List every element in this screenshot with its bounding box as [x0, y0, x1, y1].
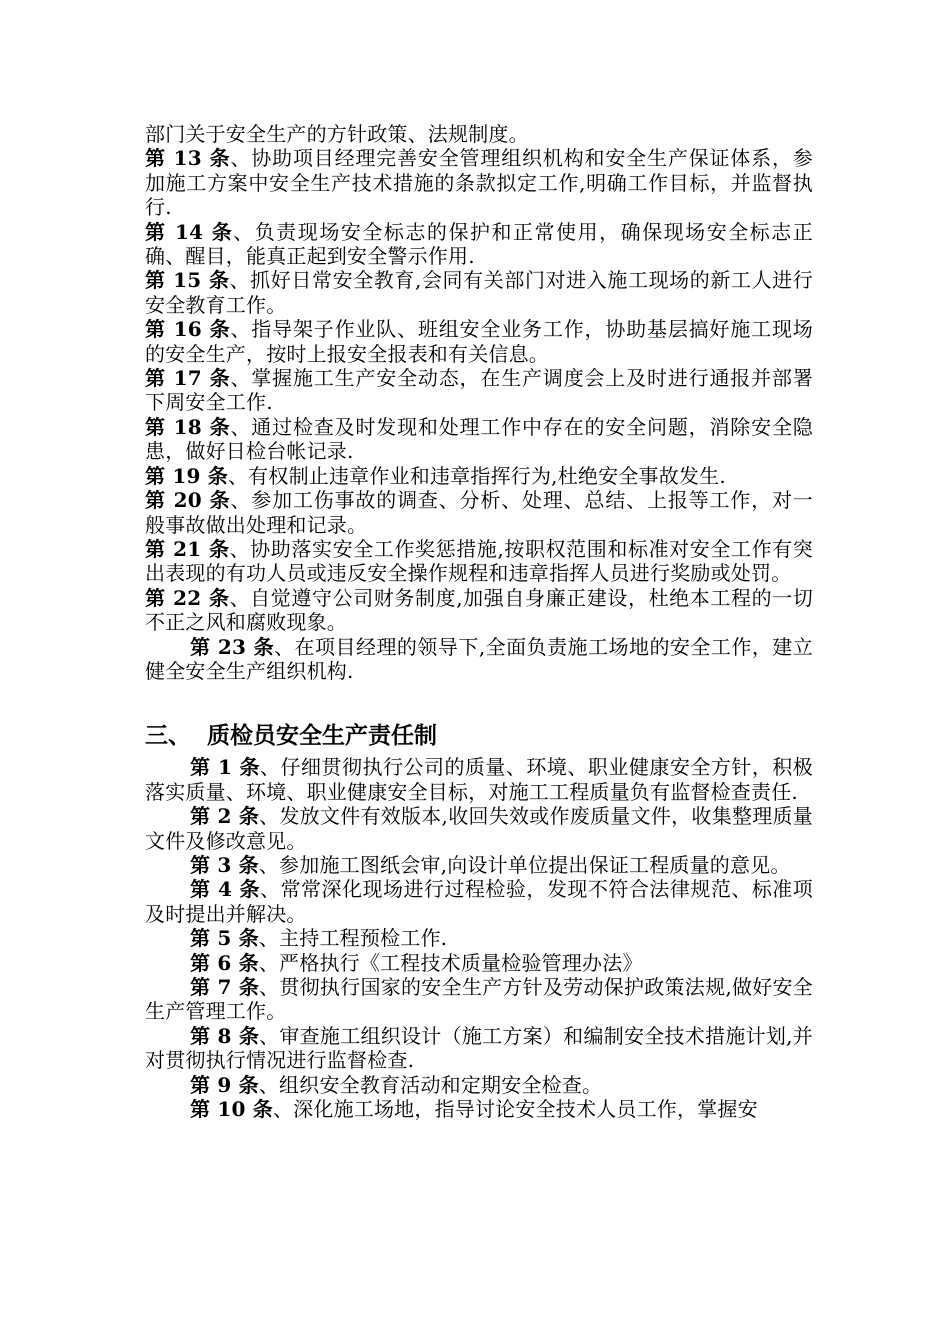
qc-clause-1: [145, 755, 813, 804]
clause-17: [145, 366, 813, 415]
clause-text: 、通过检查及时发现和处理工作中存在的安全问题，消除安全隐患，做好日检台帐记录.: [145, 414, 813, 464]
clause-number: 第 17 条: [145, 366, 231, 391]
clause-text: 、自觉遵守公司财务制度,加强自身廉正建设，杜绝本工程的一切不正之风和腐败现象。: [145, 585, 813, 635]
clause-text: 、主持工程预检工作.: [258, 926, 448, 951]
clause-number: 第 6 条: [190, 950, 259, 975]
clause-number: 第 5 条: [190, 926, 259, 951]
clause-number: 第 20 条: [145, 488, 231, 513]
clause-number: 第 2 条: [190, 804, 260, 829]
clause-text: 、贯彻执行国家的安全生产方针及劳动保护政策法规,做好安全生产管理工作。: [145, 975, 813, 1024]
qc-clause-6: [145, 951, 813, 975]
clause-text: 、审查施工组织设计（施工方案）和编制安全技术措施计划,并对贯彻执行情况进行监督检查.: [145, 1023, 813, 1073]
clause-text: 、仔细贯彻执行公司的质量、环境、职业健康安全方针，积极落实质量、环境、职业健康安全目标，对施工工程质量负有监督检查责任.: [145, 755, 813, 804]
clause-text: 、组织安全教育活动和定期安全检查。: [258, 1072, 603, 1097]
clause-text: 、掌握施工生产安全动态，在生产调度会上及时进行通报并部署下周安全工作.: [145, 366, 813, 415]
clause-14: [145, 220, 813, 269]
clause-21: [145, 537, 813, 586]
clause-15: [145, 268, 813, 317]
clause-text: 、深化施工场地，指导讨论安全技术人员工作，掌握安: [272, 1097, 758, 1122]
clause-13: [145, 146, 813, 219]
section-number: 三、: [145, 722, 191, 750]
clause-20: [145, 488, 813, 537]
qc-clause-10: [145, 1097, 813, 1121]
clause-number: 第 18 条: [145, 414, 231, 439]
clause-22: [145, 586, 813, 635]
section-spacer: [145, 683, 813, 721]
clause-number: 第 21 条: [145, 536, 230, 561]
clause-16: [145, 317, 813, 366]
qc-clause-9: [145, 1073, 813, 1097]
clause-text: 、抓好日常安全教育,会同有关部门对进入施工现场的新工人进行安全教育工作。: [145, 268, 813, 317]
document-body: [145, 122, 813, 1121]
clause-23: [145, 635, 813, 684]
section-heading: [145, 721, 813, 751]
clause-number: 第 13 条: [145, 146, 231, 171]
clause-number: 第 23 条: [190, 634, 275, 659]
clause-number: 第 8 条: [190, 1023, 260, 1048]
clause-number: 第 15 条: [145, 268, 230, 293]
clause-text: 、协助项目经理完善安全管理组织机构和安全生产保证体系，参加施工方案中安全生产技术措施的条款拟定工作,明确工作目标，并监督执行.: [145, 146, 813, 220]
clause-number: 第 10 条: [190, 1097, 273, 1122]
clause-number: 第 14 条: [145, 219, 234, 244]
section-title: 质检员安全生产责任制: [207, 722, 437, 750]
qc-clause-5: [145, 926, 813, 950]
clause-number: 第 16 条: [145, 317, 231, 342]
qc-clause-2: [145, 804, 813, 853]
clause-text: 、在项目经理的领导下,全面负责施工场地的安全工作，建立健全安全生产组织机构.: [145, 634, 813, 683]
clause-text: 、常常深化现场进行过程检验，发现不符合法律规范、标准项及时提出并解决。: [145, 877, 813, 926]
clause-number: 第 9 条: [190, 1072, 259, 1097]
clause-18: [145, 415, 813, 464]
clause-number: 第 3 条: [190, 852, 259, 877]
continuation-text: 部门关于安全生产的方针政策、法规制度。: [145, 122, 529, 146]
clause-number: 第 1 条: [190, 755, 261, 780]
clause-text: 、协助落实安全工作奖惩措施,按职权范围和标准对安全工作有突出表现的有功人员或违反安全操作规程和违章指挥人员进行奖励或处罚。: [145, 536, 813, 586]
clause-text: 、发放文件有效版本,收回失效或作废质量文件，收集整理质量文件及修改意见。: [145, 804, 813, 853]
clause-number: 第 19 条: [145, 463, 228, 488]
clause-text: 、负责现场安全标志的保护和正常使用，确保现场安全标志正确、醒目，能真正起到安全警示作用.: [145, 219, 813, 269]
qc-clause-3: [145, 853, 813, 877]
clause-number: 第 7 条: [190, 975, 260, 999]
clause-text: 、参加工伤事故的调查、分析、处理、总结、上报等工作，对一般事故做出处理和记录。: [145, 488, 813, 537]
clause-text: 、有权制止违章作业和违章指挥行为,杜绝安全事故发生.: [227, 463, 726, 488]
qc-clause-4: [145, 877, 813, 926]
qc-clause-7: [145, 975, 813, 1024]
clause-19: [145, 464, 813, 488]
clause-text: 、参加施工图纸会审,向设计单位提出保证工程质量的意见。: [258, 852, 791, 877]
clause-text: 、指导架子作业队、班组安全业务工作，协助基层搞好施工现场的安全生产，按时上报安全报表和有关信息。: [145, 317, 813, 366]
qc-clause-8: [145, 1024, 813, 1073]
clause-text: 、严格执行《工程技术质量检验管理办法》: [258, 950, 643, 975]
clause-number: 第 4 条: [190, 877, 261, 902]
clause-number: 第 22 条: [145, 585, 230, 610]
